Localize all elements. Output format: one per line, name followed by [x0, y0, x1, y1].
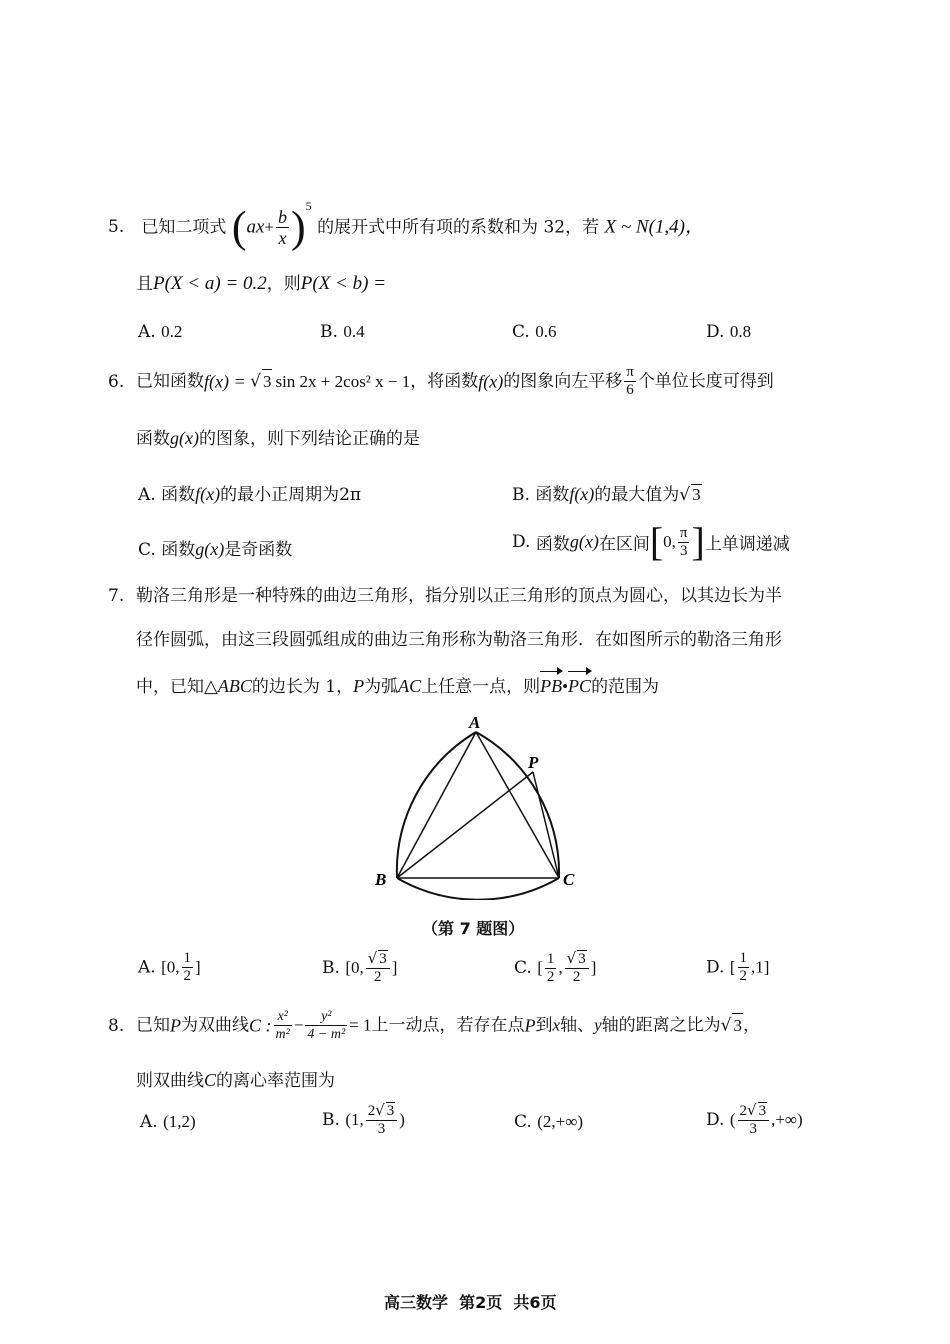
option-value: (2,+∞)	[537, 1112, 583, 1131]
frac-num: y²	[305, 1008, 347, 1026]
frac-den: 4 − m²	[307, 1027, 346, 1042]
frac-num: 1	[739, 950, 748, 966]
q7-number: 7.	[108, 586, 125, 606]
q6-option-c[interactable]	[138, 535, 292, 560]
option-right: ]	[195, 957, 201, 977]
option-label: A.	[138, 957, 156, 978]
interval-left: 0,	[663, 532, 676, 551]
reuleaux-triangle-figure	[370, 710, 590, 900]
q5-text-1: 已知二项式	[141, 217, 227, 238]
q8-curve-c2: C	[204, 1070, 217, 1090]
left-paren: (	[231, 202, 247, 252]
frac-num-sqrt: 3	[379, 951, 387, 967]
sqrt-icon: √	[375, 1101, 385, 1119]
frac-num	[738, 1102, 770, 1121]
frac-num-pre: 2	[367, 1103, 376, 1119]
q8-equals: = 1	[349, 1015, 372, 1035]
frac-den: 2	[546, 968, 555, 985]
option-text-2: 是奇函数	[224, 540, 293, 560]
q6-fx: f(x)	[478, 371, 504, 392]
frac-num-sqrt: 3	[578, 951, 586, 967]
option-sqrt-value: 3	[692, 485, 701, 504]
q5-option-a[interactable]	[138, 322, 182, 342]
option-label: B.	[322, 958, 340, 978]
q5-line1	[108, 194, 704, 252]
option-fraction	[738, 1102, 770, 1138]
option-value: 0.2	[161, 322, 183, 341]
arc-bc	[397, 878, 559, 900]
interval-den: 3	[679, 542, 688, 559]
q8-point-p2: P	[524, 1015, 536, 1036]
sqrt-icon: √	[367, 949, 378, 967]
q8-y: y	[594, 1015, 602, 1035]
frac-num-sqrt: 3	[758, 1103, 767, 1119]
option-fraction	[366, 950, 390, 986]
frac-num	[366, 1102, 398, 1121]
q7-line3-a: 中，已知	[136, 677, 204, 697]
frac-num: 1	[546, 950, 555, 967]
option-label: D.	[706, 1110, 725, 1130]
q8-text-1: 已知	[136, 1015, 170, 1036]
q5-option-c[interactable]	[512, 322, 556, 342]
binom-x: x	[278, 228, 287, 248]
option-label: A.	[138, 485, 156, 505]
frac-num: 1	[183, 950, 192, 966]
option-value: 0.8	[729, 322, 752, 341]
q7-option-b[interactable]	[322, 950, 397, 996]
label-a: A	[469, 713, 481, 732]
q8-sqrt-value: 3	[732, 1013, 743, 1038]
page-footer: 高三数学 第2页 共6页	[384, 1293, 557, 1312]
q6-line2-b: 的图象，则下列结论正确的是	[198, 429, 420, 449]
q8-text-6: 轴的距离之比为	[601, 1015, 721, 1036]
q8-curve-c: C :	[249, 1015, 272, 1036]
q6-func: f(x) =	[204, 371, 251, 392]
q8-line1	[108, 1008, 760, 1054]
label-c: C	[563, 870, 575, 889]
frac-den: 2	[183, 968, 192, 984]
q5-ask: P(X < b) =	[300, 273, 387, 294]
option-label: D.	[706, 322, 725, 342]
q6-shift-fraction	[624, 364, 636, 399]
option-right: ]	[590, 958, 597, 977]
option-text-2: 在区间	[598, 534, 650, 555]
option-label: B.	[322, 1110, 340, 1130]
option-left: (1,	[345, 1110, 364, 1129]
option-text-3: 上单调递减	[704, 534, 790, 555]
frac-num: x²	[274, 1008, 292, 1026]
q5-line2-prefix: 且	[136, 274, 153, 294]
q6-text-4: 个单位长度可得到	[637, 371, 774, 392]
option-right: ]	[391, 958, 398, 977]
q8-fraction-x	[274, 1008, 292, 1043]
frac-num-pre: 2	[739, 1103, 748, 1119]
q7-triangle: △ABC	[204, 676, 252, 696]
frac-den: 3	[749, 1121, 758, 1137]
q6-number: 6.	[108, 371, 125, 392]
option-text: 函数	[161, 485, 196, 505]
option-text: 函数	[535, 534, 570, 555]
q7-option-c[interactable]	[514, 950, 596, 996]
option-fraction	[182, 950, 194, 985]
option-label: D.	[706, 957, 725, 978]
right-paren: )	[291, 202, 306, 252]
option-text: 函数	[161, 540, 196, 560]
q6-sqrt-value: 3	[262, 369, 273, 394]
q5-option-d[interactable]	[706, 322, 751, 342]
option-text-2: 的最大值为	[594, 485, 680, 505]
q7-text-line1: 勒洛三角形是一种特殊的曲边三角形，指分别以正三角形的顶点为圆心，以其边长为半	[136, 586, 782, 606]
q7-point-p: P	[353, 676, 365, 696]
right-bracket: ]	[691, 519, 705, 564]
option-label: B.	[512, 485, 530, 505]
q8-minus: −	[293, 1015, 304, 1035]
option-gx: g(x)	[195, 539, 225, 559]
segment-ac	[476, 732, 559, 878]
option-right: ,+∞)	[771, 1110, 803, 1129]
option-left: [	[729, 957, 736, 977]
q6-gx: g(x)	[170, 428, 199, 448]
q5-number: 5.	[108, 217, 125, 237]
sqrt-icon: √	[720, 1015, 732, 1036]
q6-line2-a: 函数	[136, 429, 170, 449]
frac-den: 2	[572, 969, 581, 985]
option-comma: ,	[558, 958, 563, 977]
frac-den: 3	[377, 1121, 386, 1137]
q8-option-d[interactable]	[706, 1102, 803, 1148]
option-label: A.	[140, 1112, 158, 1132]
interval-num: π	[679, 524, 688, 541]
q7-dot: •	[562, 677, 569, 696]
q8-number: 8.	[108, 1015, 125, 1036]
q5-text-2: 的展开式中所有项的系数和为 32，若	[317, 217, 600, 238]
q7-line3-c: 为弧	[364, 677, 399, 697]
q8-option-a[interactable]	[140, 1112, 196, 1132]
binom-exponent: 5	[305, 199, 312, 213]
option-left: [0,	[161, 957, 180, 977]
frac-num	[565, 950, 589, 969]
option-label: B.	[320, 322, 338, 342]
q7-line1	[108, 584, 782, 608]
option-label: A.	[138, 322, 156, 342]
option-value: 0.4	[343, 322, 365, 341]
q7-vector-pc: PC	[568, 676, 592, 696]
option-fraction	[366, 1102, 398, 1138]
q5-mid: ，则	[266, 274, 301, 294]
q7-line3	[136, 674, 659, 699]
option-label: C.	[138, 540, 156, 560]
option-left: [0,	[345, 958, 364, 977]
option-left: (	[729, 1110, 736, 1129]
sqrt-icon: √	[566, 949, 577, 967]
option-label: C.	[514, 1112, 532, 1132]
q6-option-b[interactable]	[512, 480, 702, 505]
shift-num: π	[626, 364, 634, 380]
sqrt-icon: √	[747, 1101, 757, 1119]
q6-line1	[108, 364, 774, 404]
q6-line2	[136, 426, 420, 451]
sqrt-icon: √	[679, 485, 691, 505]
q7-line2	[136, 628, 782, 652]
binom-b: b	[278, 207, 287, 227]
option-left: [	[537, 958, 543, 977]
q8-line2-a: 则双曲线	[136, 1071, 204, 1091]
q5-distribution: X ~ N(1,4)，	[604, 216, 704, 238]
segment-pb	[397, 772, 533, 878]
shift-den: 6	[626, 382, 634, 398]
binom-plus: +	[264, 217, 274, 237]
sqrt-icon: √	[250, 371, 261, 392]
option-value: (1,2)	[163, 1112, 196, 1131]
interval-fraction	[678, 525, 690, 560]
q6-text-3: 的图象向左平移	[503, 371, 623, 392]
q7-line3-d: 上任意一点，则	[421, 677, 541, 697]
figure-caption: （第 7 题图）	[422, 919, 525, 938]
segment-pc	[533, 772, 559, 878]
option-label: D.	[512, 532, 531, 552]
q8-line2-b: 的离心率范围为	[216, 1071, 336, 1091]
q8-text-4: 到	[535, 1015, 553, 1036]
q7-line3-b: 的边长为 1，	[251, 677, 354, 697]
q7-arc-ac: AC	[398, 676, 422, 696]
q6-option-a[interactable]	[138, 480, 361, 505]
binom-ax: ax	[246, 216, 265, 238]
q5-line2	[136, 272, 386, 296]
left-bracket: [	[649, 519, 664, 564]
q8-point-p: P	[170, 1015, 181, 1036]
q8-option-c[interactable]	[514, 1112, 583, 1132]
q8-text-7: ，	[742, 1015, 760, 1036]
option-fx: f(x)	[569, 484, 595, 504]
label-p: P	[528, 753, 539, 772]
option-fraction-2	[565, 950, 589, 986]
q6-option-d[interactable]	[512, 519, 790, 572]
q6-func-rest: sin 2x + 2cos² x − 1	[275, 371, 411, 391]
frac-den: 2	[374, 969, 382, 985]
q6-text-1: 已知函数	[136, 371, 204, 392]
option-label: C.	[514, 958, 532, 978]
q8-text-2: 为双曲线	[181, 1015, 249, 1036]
segment-ab	[397, 732, 476, 878]
q8-fraction-y	[305, 1008, 347, 1043]
option-text: 函数	[535, 485, 570, 505]
q7-option-a[interactable]	[138, 950, 201, 996]
q8-line2	[136, 1068, 335, 1093]
option-right: ,1]	[751, 957, 770, 977]
option-right: )	[399, 1110, 405, 1129]
option-gx: g(x)	[569, 531, 599, 552]
q7-text-line2: 径作圆弧，由这三段圆弧组成的曲边三角形称为勒洛三角形．在如图所示的勒洛三角形	[136, 630, 782, 650]
option-text-2: 的最小正周期为2π	[220, 485, 362, 505]
q7-option-d[interactable]	[706, 950, 769, 996]
q7-vector-pb: PB	[540, 676, 563, 696]
option-fraction	[738, 950, 750, 985]
q5-option-b[interactable]	[320, 322, 365, 342]
option-fraction-1	[545, 951, 557, 986]
q8-text-5: 轴、	[560, 1015, 595, 1036]
frac-num-sqrt: 3	[386, 1103, 395, 1119]
q5-condition: P(X < a) = 0.2	[153, 273, 267, 294]
option-label: C.	[512, 322, 530, 342]
frac-num	[366, 950, 390, 969]
q8-text-3: 上一动点，若存在点	[371, 1015, 525, 1036]
option-value: 0.6	[535, 322, 557, 341]
frac-den: m²	[275, 1027, 290, 1042]
frac-den: 2	[739, 968, 748, 984]
q7-line3-e: 的范围为	[591, 677, 660, 697]
q8-option-b[interactable]	[322, 1102, 405, 1148]
binom-fraction	[276, 207, 289, 248]
q8-x: x	[552, 1015, 561, 1035]
option-fx: f(x)	[195, 484, 221, 504]
q6-text-2: ，将函数	[410, 371, 479, 392]
label-b: B	[375, 870, 387, 889]
